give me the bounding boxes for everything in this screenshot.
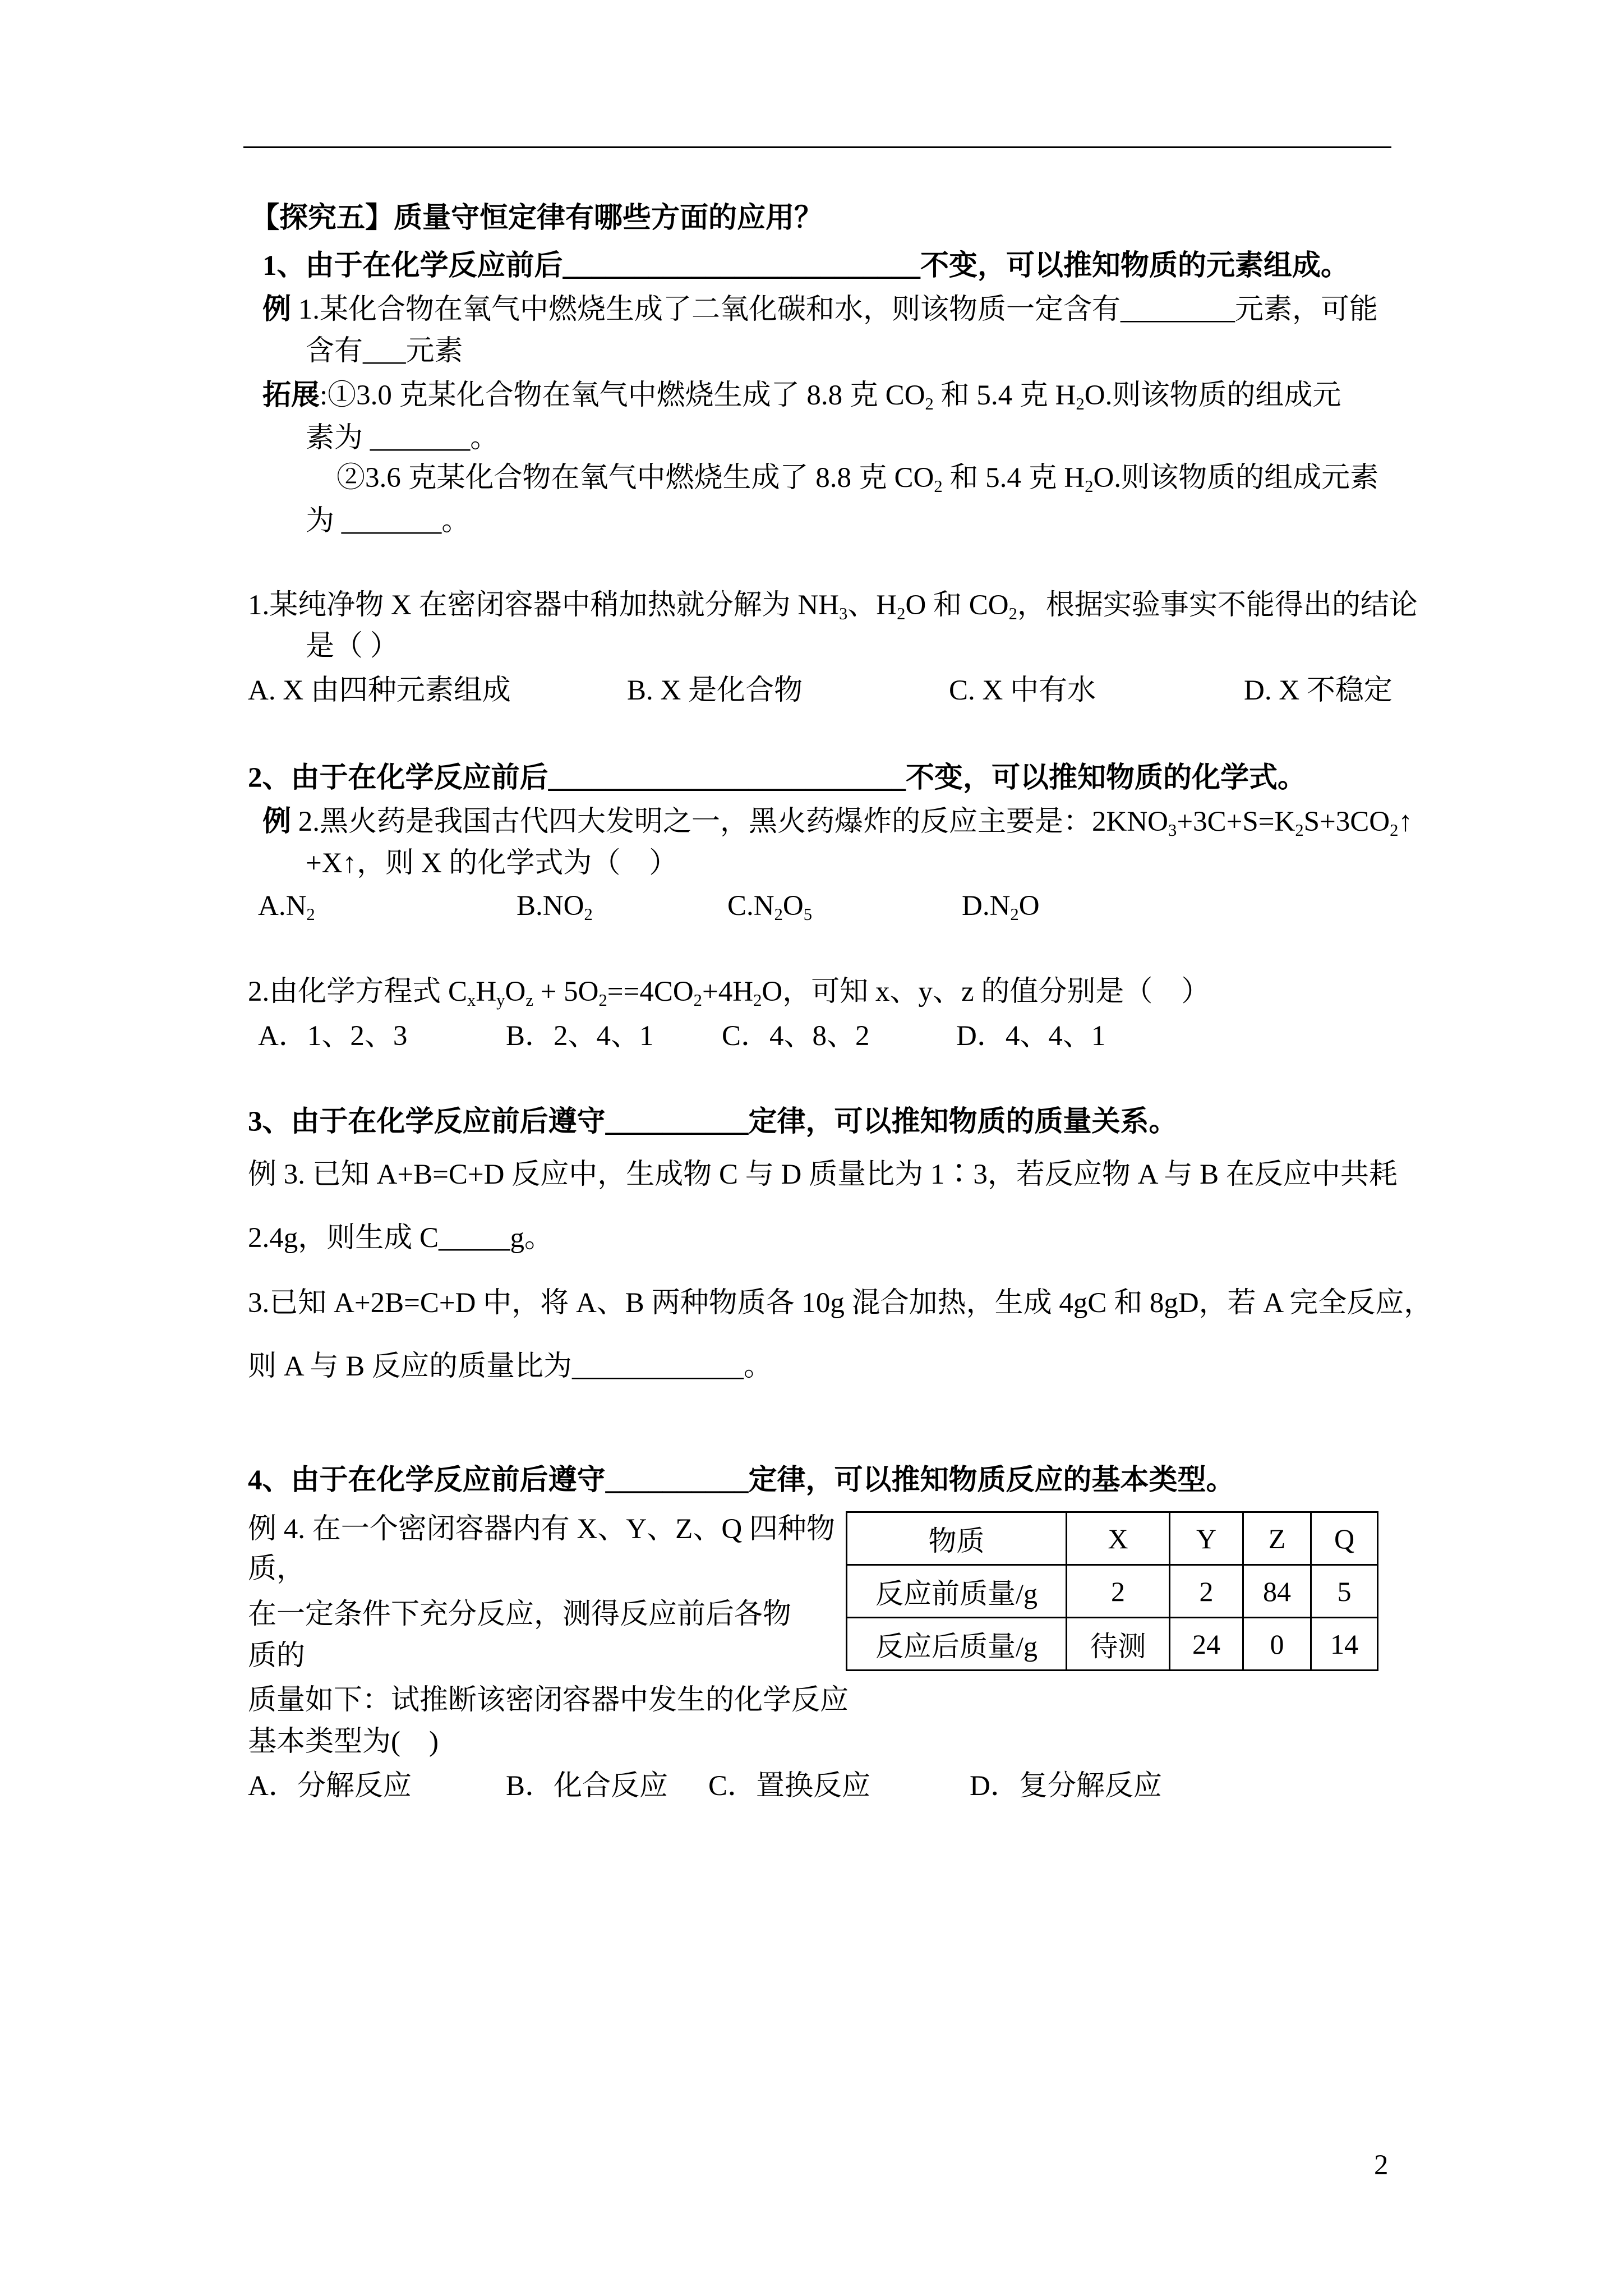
table-cell: 14 (1311, 1618, 1378, 1671)
subscript: 2 (584, 905, 593, 924)
question3-line1: 3.已知 A+2B=C+D 中，将 A、B 两种物质各 10g 混合加热，生成 4gC 和 8gD，若 A 完全反应， (248, 1287, 1433, 1319)
section3-heading: 3、由于在化学反应前后遵守__________定律，可以推知物质的质量关系。 (248, 1106, 1178, 1138)
table-row (847, 1565, 1378, 1618)
text-run: +4H (702, 976, 754, 1007)
table-cell: 2 (1067, 1565, 1170, 1618)
example2-option-d (962, 889, 1040, 923)
subscript: 2 (1390, 821, 1399, 840)
text-run: 2.由化学方程式 C (248, 976, 468, 1007)
text-run: :①3.0 克某化合物在氧气中燃烧生成了 8.8 克 CO (320, 380, 925, 411)
question2-line1 (248, 975, 1210, 1009)
mass-data-table (846, 1511, 1378, 1671)
example2-label: 例 (262, 806, 292, 838)
subscript: 2 (1076, 394, 1085, 414)
text-run: O 和 CO (905, 590, 1009, 621)
table-cell: 84 (1243, 1565, 1311, 1618)
text-run: A.N (258, 890, 307, 922)
text-run: +3C+S=K (1177, 806, 1295, 838)
example3-line1: 例 3. 已知 A+B=C+D 反应中，生成物 C 与 D 质量比为 1∶3，若反应物 A 与 B 在反应中共耗 (248, 1159, 1398, 1190)
text-run: S+3CO (1303, 806, 1390, 838)
question1-option-c: C. X 中有水 (949, 675, 1096, 706)
text-run: ，根据实验事实不能得出的结论 (1017, 590, 1418, 621)
subscript: z (525, 991, 533, 1010)
text-run: O.则该物质的组成元素 (1093, 462, 1379, 494)
text-run: + 5O (533, 976, 599, 1007)
text-run: 2.黑火药是我国古代四大发明之一，黑火药爆炸的反应主要是：2KNO (291, 806, 1169, 838)
example4-option-b: B．化合反应 (506, 1770, 668, 1802)
section-title: 【探究五】质量守恒定律有哪些方面的应用？ (251, 203, 823, 234)
question1-line1 (248, 588, 1418, 622)
table-cell: 待测 (1067, 1618, 1170, 1671)
example4-line: 质的 (248, 1640, 306, 1672)
text-run: O，可知 x、y、z 的值分别是（ ） (762, 976, 1210, 1007)
section1-heading: 1、由于在化学反应前后_________________________不变，可以推知物质的元素组成。 (262, 250, 1350, 282)
example1-line1 (262, 293, 1378, 326)
example4-option-a: A．分解反应 (248, 1770, 412, 1802)
example1-label: 例 (262, 294, 292, 325)
table-cell: 反应前质量/g (847, 1565, 1067, 1618)
section2-heading: 2、由于在化学反应前后_________________________不变，可以推知物质的化学式。 (248, 762, 1307, 794)
subscript: 3 (839, 604, 848, 624)
subscript: 2 (1010, 905, 1019, 924)
text-run: 1.某纯净物 X 在密闭容器中稍加热就分解为 NH (248, 590, 839, 621)
example4-option-c: C．置换反应 (708, 1770, 871, 1802)
example1-line2: 含有___元素 (306, 335, 463, 367)
table-header-cell: 物质 (847, 1512, 1067, 1565)
question1-option-d: D. X 不稳定 (1244, 675, 1393, 706)
text-run: O (505, 976, 526, 1007)
example2-line1 (262, 805, 1413, 839)
subscript: 2 (753, 991, 762, 1010)
example4-line: 质， (248, 1553, 306, 1585)
subscript: 2 (693, 991, 702, 1010)
subscript: 5 (803, 905, 813, 924)
table-cell: 24 (1170, 1618, 1243, 1671)
header-rule (243, 146, 1391, 148)
up-arrow: ↑ (1398, 806, 1413, 838)
subscript: y (496, 991, 505, 1010)
page-number: 2 (1374, 2150, 1389, 2181)
table-cell: 5 (1311, 1565, 1378, 1618)
example4-line: 在一定条件下充分反应，测得反应前后各物 (248, 1599, 792, 1630)
example2-option-c (727, 889, 812, 923)
text-run: H (476, 976, 497, 1007)
example1-text: 1.某化合物在氧气中燃烧生成了二氧化碳和水，则该物质一定含有________元素，可能 (291, 294, 1378, 325)
extension2-line2: 为 _______。 (306, 505, 471, 537)
subscript: 3 (1168, 821, 1177, 840)
question2-option-a: A．1、2、3 (258, 1020, 408, 1052)
text-run: O (1018, 890, 1040, 922)
extension1-line1 (262, 379, 1341, 412)
section4-heading: 4、由于在化学反应前后遵守__________定律，可以推知物质反应的基本类型。 (248, 1465, 1235, 1496)
example4-option-d: D．复分解反应 (970, 1770, 1162, 1802)
subscript: 2 (774, 905, 783, 924)
table-header-cell: Y (1170, 1512, 1243, 1565)
subscript: x (467, 991, 476, 1010)
example2-option-a (258, 889, 315, 923)
subscript: 2 (598, 991, 607, 1010)
text-run: 、H (847, 590, 897, 621)
text-run: O (782, 890, 804, 922)
text-run: O.则该物质的组成元 (1084, 380, 1341, 411)
table-cell: 反应后质量/g (847, 1618, 1067, 1671)
subscript: 2 (1008, 604, 1017, 624)
example4-line: 基本类型为( ) (248, 1726, 439, 1757)
table-header-cell: Q (1311, 1512, 1378, 1565)
extension-label: 拓展 (262, 380, 320, 411)
extension1-line2: 素为 _______。 (306, 422, 499, 454)
subscript: 2 (897, 604, 906, 624)
example2-option-b (517, 889, 593, 923)
question1-option-b: B. X 是化合物 (627, 675, 803, 706)
subscript: 2 (925, 394, 934, 414)
subscript: 2 (306, 905, 315, 924)
example3-line2: 2.4g，则生成 C_____g。 (248, 1222, 554, 1254)
table-header-row (847, 1512, 1378, 1565)
text-run: 和 5.4 克 H (942, 462, 1085, 494)
question1-option-a: A. X 由四种元素组成 (248, 675, 511, 706)
table-cell: 2 (1170, 1565, 1243, 1618)
subscript: 2 (1295, 821, 1304, 840)
table-row (847, 1618, 1378, 1671)
table-cell: 0 (1243, 1618, 1311, 1671)
text-run: ②3.6 克某化合物在氧气中燃烧生成了 8.8 克 CO (336, 462, 934, 494)
table-header-cell: Z (1243, 1512, 1311, 1565)
example2-line2: +X↑，则 X 的化学式为（ ） (306, 848, 678, 879)
question2-option-c: C．4、8、2 (722, 1020, 870, 1052)
table-header-cell: X (1067, 1512, 1170, 1565)
question1-line2: 是（ ） (306, 631, 399, 662)
question2-option-d: D．4、4、1 (956, 1020, 1106, 1052)
extension2-line1 (336, 461, 1378, 495)
example4-line: 例 4. 在一个密闭容器内有 X、Y、Z、Q 四种物 (248, 1513, 835, 1545)
question3-line2: 则 A 与 B 反应的质量比为____________。 (248, 1351, 773, 1382)
subscript: 2 (1085, 477, 1094, 496)
text-run: ==4CO (607, 976, 694, 1007)
text-run: B.NO (517, 890, 584, 922)
text-run: C.N (727, 890, 774, 922)
text-run: 和 5.4 克 H (933, 380, 1076, 411)
text-run: D.N (962, 890, 1011, 922)
example4-line: 质量如下：试推断该密闭容器中发生的化学反应 (248, 1685, 849, 1716)
subscript: 2 (934, 477, 943, 496)
question2-option-b: B．2、4、1 (506, 1020, 654, 1052)
